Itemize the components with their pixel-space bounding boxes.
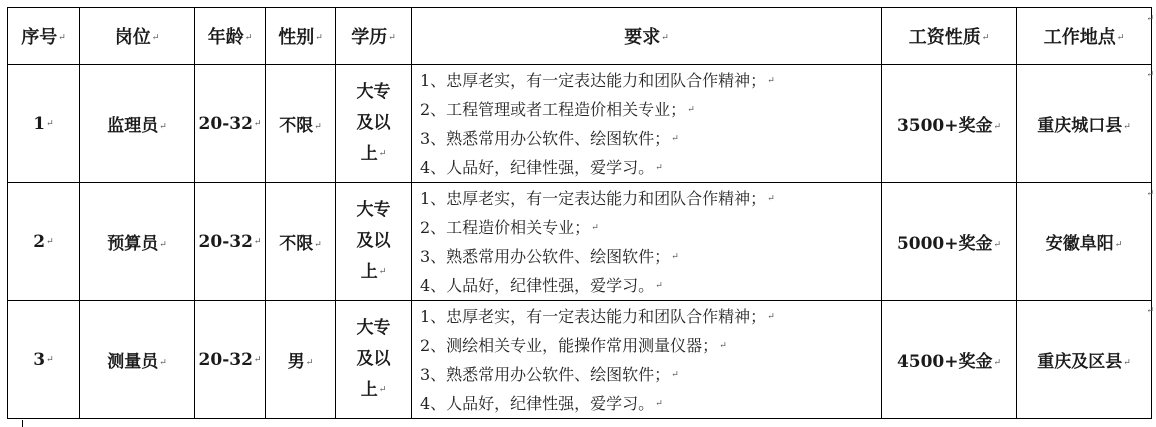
gender-cell: 不限↵ [266, 183, 336, 301]
gender-cell: 不限↵ [266, 65, 336, 183]
seq-cell: 3↵ [8, 301, 80, 419]
requirements-cell [412, 183, 882, 301]
requirement-line: 4、人品好，纪律性强，爱学习。↵ [420, 393, 663, 413]
requirement-line: 4、人品好，纪律性强，爱学习。↵ [420, 157, 663, 177]
age-cell: 20-32↵ [195, 301, 266, 419]
table-row [8, 65, 1152, 183]
header-age: 年龄↵ [195, 8, 266, 65]
age-cell: 20-32↵ [195, 65, 266, 183]
salary-cell: 3500+奖金↵ [882, 65, 1017, 183]
requirement-line: 3、熟悉常用办公软件、绘图软件；↵ [420, 246, 679, 266]
text-cursor [22, 420, 23, 427]
requirement-line: 2、工程造价相关专业；↵ [420, 217, 599, 237]
requirement-line: 3、熟悉常用办公软件、绘图软件；↵ [420, 128, 679, 148]
position-cell: 监理员↵ [80, 65, 195, 183]
header-location: 工作地点↵ [1017, 8, 1152, 65]
requirement-line: 4、人品好，纪律性强，爱学习。↵ [420, 275, 663, 295]
row-end-mark: ↵ [1146, 189, 1154, 199]
header-seq: 序号↵ [8, 8, 80, 65]
requirement-line: 1、忠厚老实，有一定表达能力和团队合作精神；↵ [420, 188, 775, 208]
row-end-mark: ↵ [1146, 306, 1154, 316]
row-end-mark: ↵ [1146, 14, 1154, 24]
requirement-line: 1、忠厚老实，有一定表达能力和团队合作精神；↵ [420, 70, 775, 90]
location-cell: 重庆城口县↵ [1017, 65, 1152, 183]
header-education: 学历↵ [336, 8, 412, 65]
table-row [8, 301, 1152, 419]
requirement-line: 2、测绘相关专业，能操作常用测量仪器；↵ [420, 335, 727, 355]
age-cell: 20-32↵ [195, 183, 266, 301]
seq-cell: 2↵ [8, 183, 80, 301]
salary-cell: 4500+奖金↵ [882, 301, 1017, 419]
row-end-mark: ↵ [1146, 70, 1154, 80]
table-row [8, 183, 1152, 301]
header-salary: 工资性质↵ [882, 8, 1017, 65]
header-gender: 性别↵ [266, 8, 336, 65]
job-table [7, 7, 1152, 419]
position-cell: 测量员↵ [80, 301, 195, 419]
header-row [8, 8, 1152, 65]
requirement-line: 2、工程管理或者工程造价相关专业；↵ [420, 99, 695, 119]
seq-cell: 1↵ [8, 65, 80, 183]
requirements-cell [412, 65, 882, 183]
header-position: 岗位↵ [80, 8, 195, 65]
header-requirements: 要求↵ [412, 8, 882, 65]
location-cell: 重庆及区县↵ [1017, 301, 1152, 419]
education-cell: 大专 及以 上↵ [336, 183, 412, 301]
education-cell: 大专 及以 上↵ [336, 65, 412, 183]
education-cell: 大专 及以 上↵ [336, 301, 412, 419]
requirement-line: 1、忠厚老实，有一定表达能力和团队合作精神；↵ [420, 306, 775, 326]
location-cell: 安徽阜阳↵ [1017, 183, 1152, 301]
position-cell: 预算员↵ [80, 183, 195, 301]
salary-cell: 5000+奖金↵ [882, 183, 1017, 301]
requirements-cell [412, 301, 882, 419]
gender-cell: 男↵ [266, 301, 336, 419]
requirement-line: 3、熟悉常用办公软件、绘图软件；↵ [420, 364, 679, 384]
